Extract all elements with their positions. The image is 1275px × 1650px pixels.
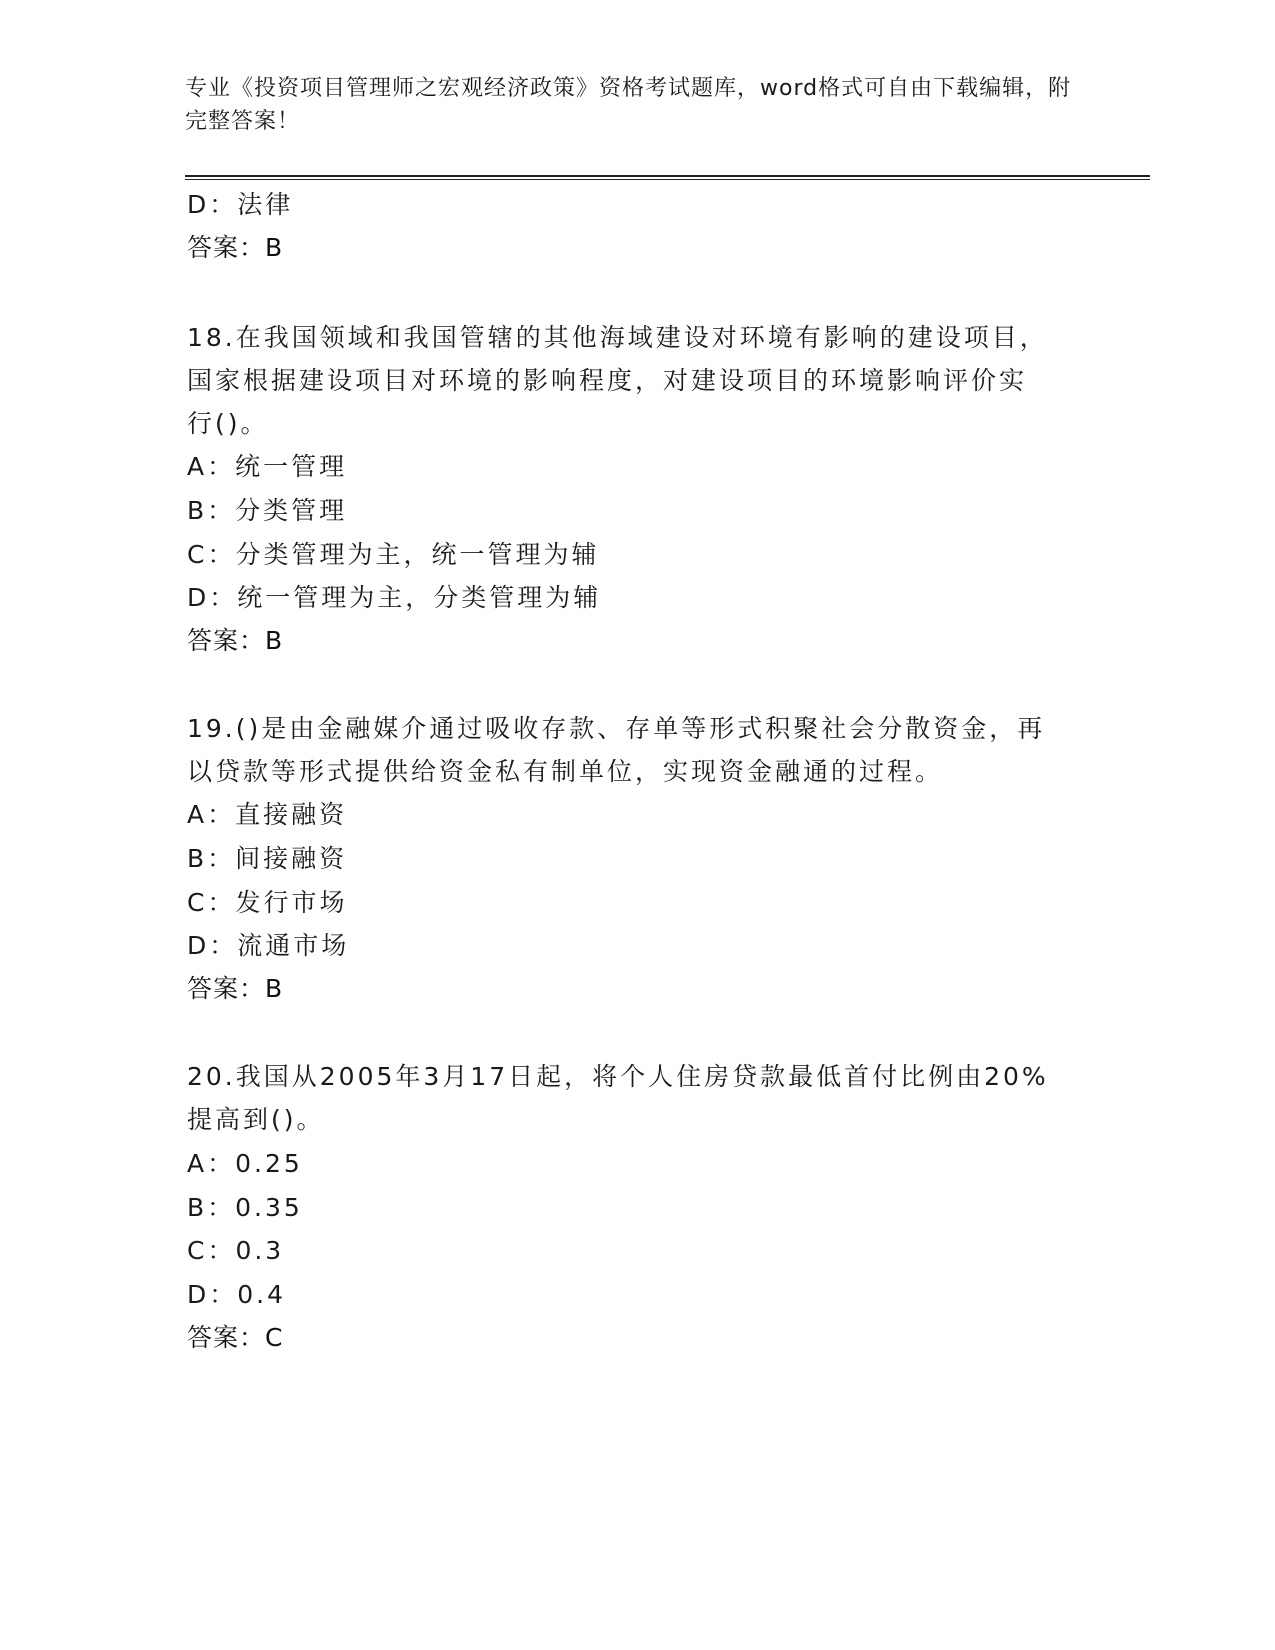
q17-option-d: D：法律 [187,190,294,219]
q18-option-d: D：统一管理为主，分类管理为辅 [187,583,602,612]
q19-option-a: A：直接融资 [187,800,348,829]
q18-question-line-3: 行()。 [187,409,269,438]
q20-answer: 答案：C [187,1323,284,1352]
q19-option-c: C：发行市场 [187,888,348,917]
page-header: 专业《投资项目管理师之宏观经济政策》资格考试题库，word格式可自由下载编辑，附完整答案！ [185,76,1072,134]
q18-option-c: C：分类管理为主，统一管理为辅 [187,540,600,569]
q18-option-b: B：分类管理 [187,496,348,525]
q20-option-c: C：0.3 [187,1236,285,1265]
q18-answer: 答案：B [187,626,284,655]
q18-question-line-2: 国家根据建设项目对环境的影响程度，对建设项目的环境影响评价实 [187,366,1028,395]
q19-question-line-2: 以贷款等形式提供给资金私有制单位，实现资金融通的过程。 [187,757,944,786]
q20-option-b: B：0.35 [187,1193,303,1222]
q18-option-a: A：统一管理 [187,452,348,481]
q20-option-d: D：0.4 [187,1280,287,1309]
q20-question-line-2: 提高到()。 [187,1105,325,1134]
q19-question-line-1: 19.()是由金融媒介通过吸收存款、存单等形式积聚社会分散资金，再 [187,714,1046,743]
header-divider [185,175,1150,180]
q17-answer: 答案：B [187,233,284,262]
q20-option-a: A：0.25 [187,1149,303,1178]
q19-option-d: D：流通市场 [187,931,350,960]
q19-option-b: B：间接融资 [187,844,348,873]
q20-question-line-1: 20.我国从2005年3月17日起，将个人住房贷款最低首付比例由20% [187,1062,1049,1091]
q19-answer: 答案：B [187,974,284,1003]
q18-question-line-1: 18.在我国领域和我国管辖的其他海域建设对环境有影响的建设项目， [187,323,1048,352]
